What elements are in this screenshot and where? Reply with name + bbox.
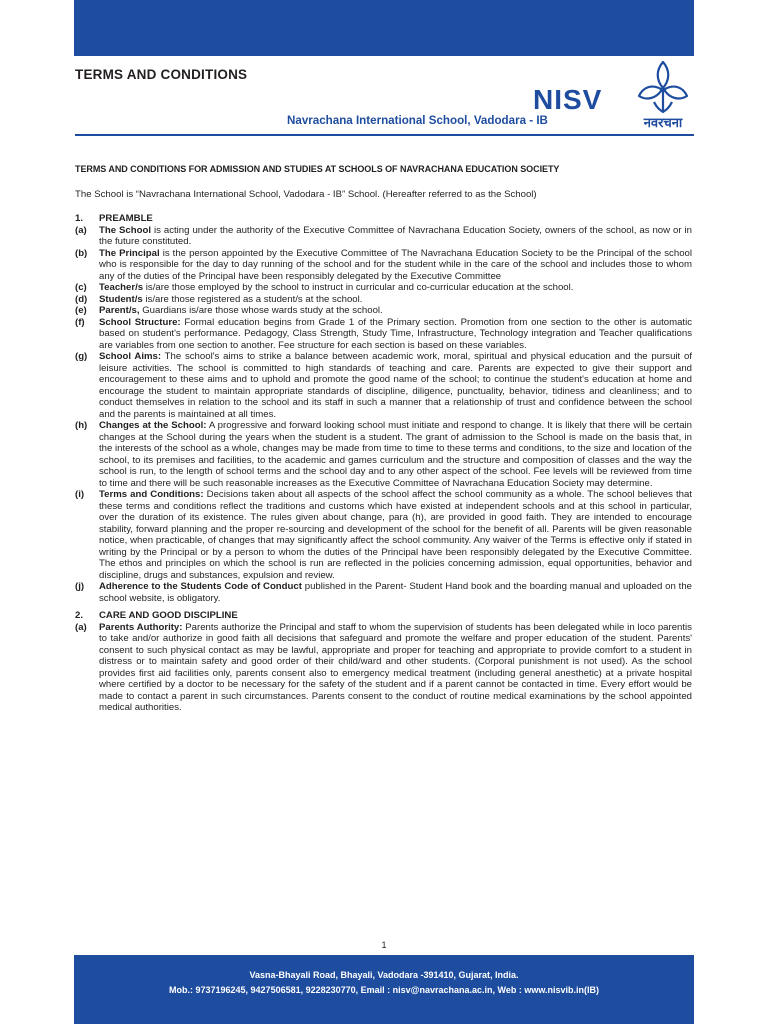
clause-label: (b) <box>75 247 88 259</box>
clause-text: is/are those employed by the school to instruct in curricular and co-curricular education at the school. <box>143 282 574 293</box>
clause-label: (j) <box>75 581 85 592</box>
clause-label: (c) <box>75 282 87 293</box>
clause <box>75 305 692 317</box>
clause <box>75 317 692 352</box>
document-body <box>75 164 692 714</box>
clause-term: The School <box>99 224 152 236</box>
clause-term: Terms and Conditions: <box>99 489 204 500</box>
header-band <box>74 0 694 56</box>
navrachana-logo-icon <box>632 56 694 132</box>
clause <box>75 248 692 283</box>
footer-contact: Mob.: 9737196245, 9427506581, 9228230770, Email : nisv@navrachana.ac.in, Web : www.nisvib.in(IB) <box>169 985 599 995</box>
section-number: 2. <box>75 610 84 621</box>
clause <box>75 581 692 604</box>
clause-label: (f) <box>75 316 85 328</box>
clause-label: (a) <box>75 621 87 633</box>
clause-text: Parents authorize the Principal and staff to whom the supervision of students has been delegated while in loco parentis to take and/or authorize in good faith all decisions that safeguard and promote the welfare and proper education of the student. Parents' consent to such physical contact as may be lawful, appropriate and proper for teaching and appropriate to provide comfort to a student in distress or to maintain safety and good order of their child/ward and other students. (Corporal punishment is not used). As the school provides first aid facilities only, parents consent also to emergency medical treatment (including general anesthetic) at a private hospital where certified by a doctor to be necessary for the safety of the student and if a parent cannot be contacted in time. Every effort would be made to contact a parent in such circumstances. Parents consent to the conduct of routine medical examinations by the school appointed medical authorities. <box>99 621 692 713</box>
clause-term: Parents Authority: <box>99 621 183 633</box>
section-title: PREAMBLE <box>99 213 153 224</box>
header-divider <box>75 134 694 136</box>
footer-band <box>74 955 694 1024</box>
page-number: 1 <box>381 940 387 950</box>
clause <box>75 225 692 248</box>
clause-term: Parent/s, <box>99 305 140 316</box>
clause-label: (g) <box>75 351 88 362</box>
intro-paragraph: The School is “Navrachana International School, Vadodara - IB” School. (Hereafter referred to as the School) <box>75 188 537 200</box>
clause <box>75 420 692 489</box>
clause-term: School Structure: <box>99 316 181 328</box>
clause-text: Decisions taken about all aspects of the school affect the school community as a whole. The school believes that these terms and conditions reflect the traditions and customs which have existed at independent schools and at this school in particular, over the duration of its existence. The rules given about change, para (h), are provided in good faith. They are intended to encourage stability, forward planning and the proper re-sourcing and development of the school for the benefit of all. Parents will be given reasonable notice, when practicable, of changes that may significantly affect the school community. Any waiver of the Terms is effective only if stated in writing by the Principal or by a person to whom the duties of the Principal have been responsibly delegated by the Executive Committee. The ethos and principles on which the school is run are reflected in the policies concerning admission, equal opportunities, behavior and discipline, drugs and substances, expulsion and review. <box>99 489 692 581</box>
clause-label: (e) <box>75 305 87 316</box>
clause-term: Student/s <box>99 293 143 305</box>
logo-wordmark: नवरचना <box>643 116 683 131</box>
clause-text: The school's aims to strike a balance between academic work, moral, spiritual and physical education and the pursuit of leisure activities. The school is committed to high standards of teaching and care. Parents are expected to give their support and encouragement to these aims and to uphold and promote the good name of the school; to continue the student's education at home and encourage the student to maintain appropriate standards of discipline, diligence, punctuality, behavior, tidiness and cleanliness; and to conduct themselves in relation to the school and its staff in such a manner that a relationship of trust and confidence between the school and the parents is maintained at all times. <box>99 351 692 420</box>
main-heading: TERMS AND CONDITIONS FOR ADMISSION AND STUDIES AT SCHOOLS OF NAVRACHANA EDUCATION SOCIETY <box>75 164 560 174</box>
section-number: 1. <box>75 213 84 224</box>
clause-label: (a) <box>75 224 87 236</box>
clause-text: published in the Parent- Student Hand book and the boarding manual and uploaded on the school website, is obligatory. <box>99 581 692 604</box>
school-name: Navrachana International School, Vadodara - IB <box>287 114 548 127</box>
clause-term: The Principal <box>99 247 160 259</box>
clause-label: (i) <box>75 489 85 500</box>
clause-term: Adherence to the Students Code of Conduct <box>99 581 302 592</box>
clause-term: Teacher/s <box>99 282 144 293</box>
section-title: CARE AND GOOD DISCIPLINE <box>99 610 238 621</box>
clause-text: is the person appointed by the Executive Committee of The Navrachana Education Society to be the Principal of the school who is responsible for the day to day running of the school and for the student while in the care of the school and includes those to whom any of the duties of the Principal have been responsibly delegated by the Executive Committee <box>99 247 692 282</box>
clause-text: is/are those registered as a student/s at the school. <box>142 293 363 305</box>
footer-address: Vasna-Bhayali Road, Bhayali, Vadodara -391410, Gujarat, India. <box>249 970 519 980</box>
clause <box>75 622 692 714</box>
clause-text: Guardians is/are those whose wards study at the school. <box>139 305 383 316</box>
clause-label: (h) <box>75 420 88 431</box>
clause <box>75 489 692 581</box>
clause-text: is acting under the authority of the Executive Committee of Navrachana Education Society, owners of the school, as now or in the future constituted. <box>99 224 693 247</box>
clause-term: School Aims: <box>99 351 162 362</box>
document-title: TERMS AND CONDITIONS <box>75 67 248 82</box>
clause-text: Formal education begins from Grade 1 of the Primary section. Promotion from one section to the other is automatic based on student's performance. Pedagogy, Class Strength, Study Time, Infrastructure, Technology integration and Teacher qualifications are variables from one section to another. Fee structure for each section is based on these variables. <box>99 316 693 351</box>
section-heading-care <box>75 610 692 622</box>
section-heading-preamble <box>75 213 692 225</box>
clause <box>75 351 692 420</box>
clause-text: A progressive and forward looking school must initiate and respond to change. It is likely that there will be certain changes at the School during the years when the student is a student. The grant of admission to the School is made on the basis that, in the interests of the school as a whole, changes may be made from time to time to these terms and conditions, to the size and location of the school, to its premises and facilities, to the academic and games curriculum and the structure and composition of classes and the way the school is run, to the length of school terms and the school day and to any other aspect of the school. Fee levels will be reviewed from time to time and there will be such reasonable increases as the Executive Committee of Navrachana Education Society may determine. <box>99 420 693 489</box>
clause-term: Changes at the School: <box>99 420 207 431</box>
clause <box>75 282 692 294</box>
clause-label: (d) <box>75 293 88 305</box>
brand-name: NISV <box>533 84 603 115</box>
clause <box>75 294 692 306</box>
